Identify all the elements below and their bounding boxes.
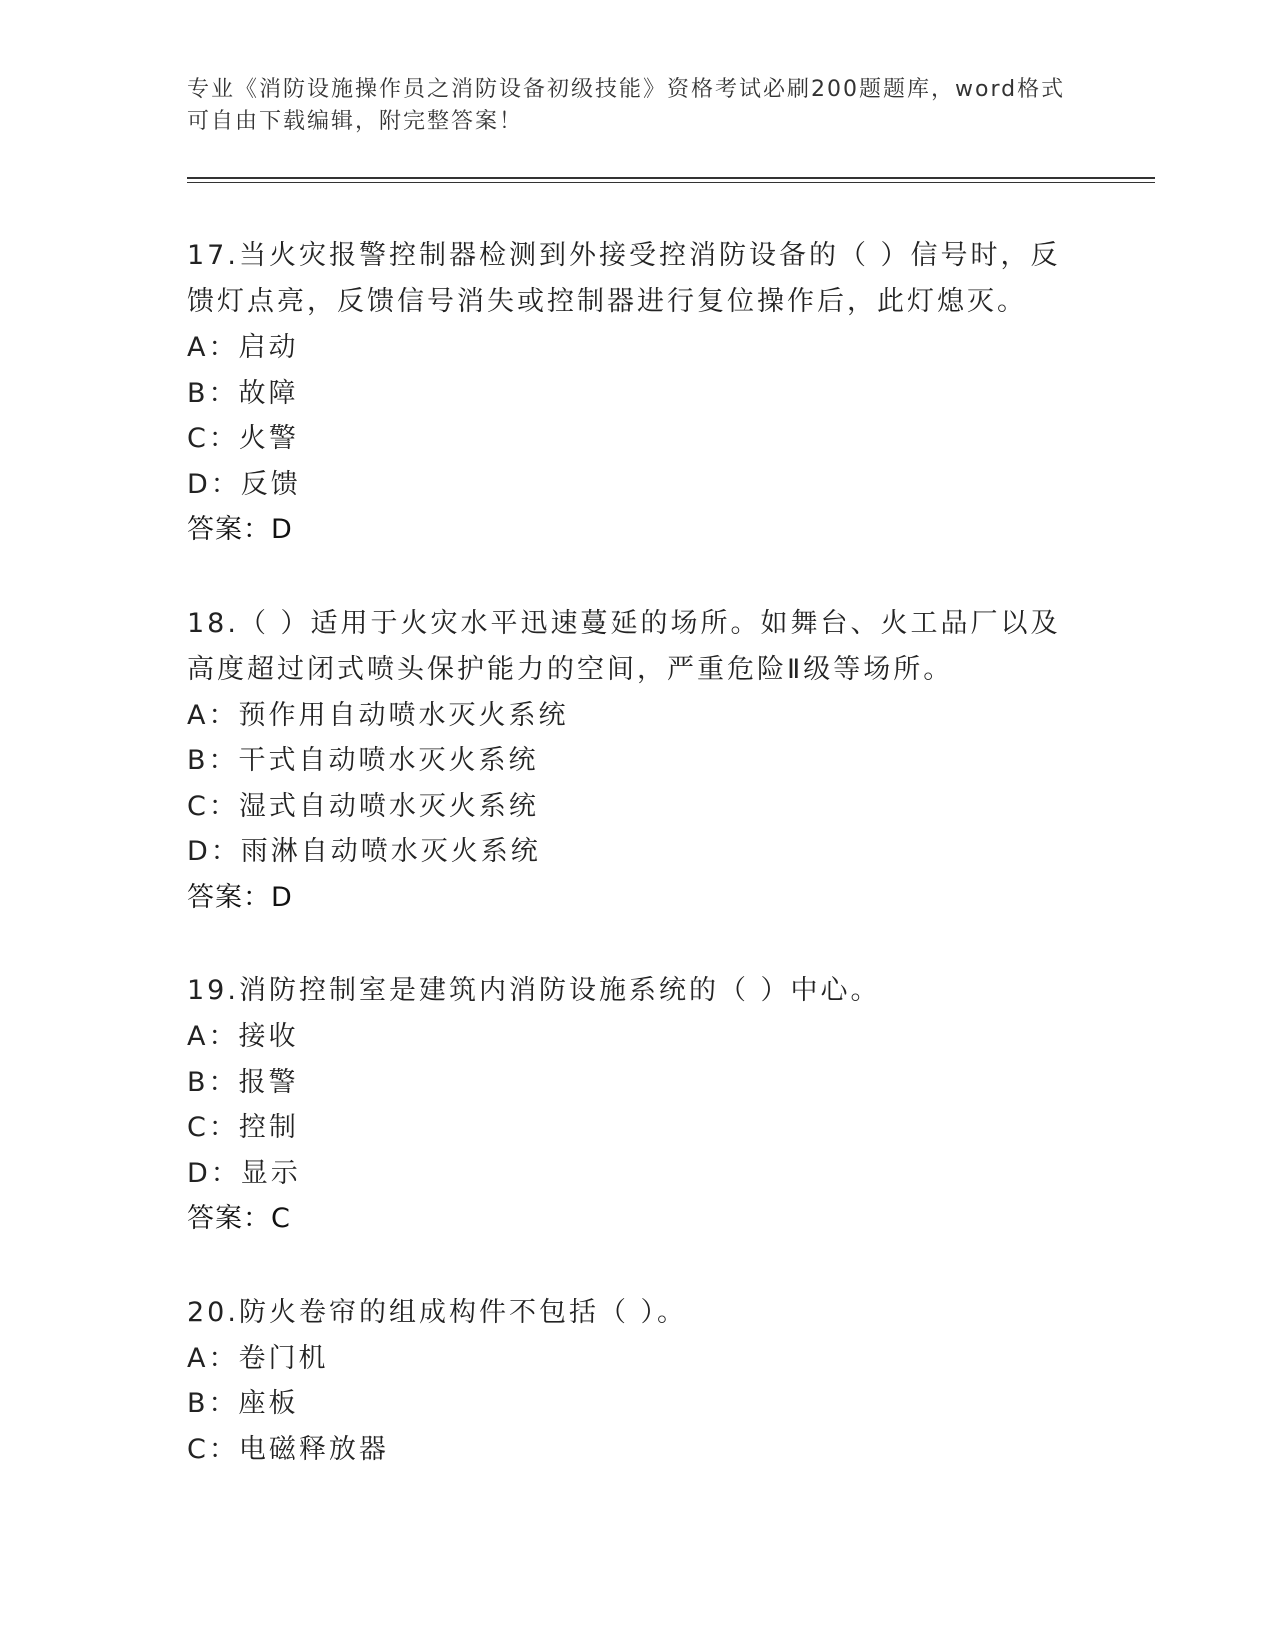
option-c: C：火警 xyxy=(187,423,299,454)
header-divider-thin xyxy=(187,182,1155,183)
question-list xyxy=(187,233,1087,1520)
question-19 xyxy=(187,968,1087,1242)
option-d: D：雨淋自动喷水灭火系统 xyxy=(187,836,541,867)
option-b: B：干式自动喷水灭火系统 xyxy=(187,745,539,776)
question-17 xyxy=(187,233,1087,553)
question-stem: 17.当火灾报警控制器检测到外接受控消防设备的（ ）信号时，反馈灯点亮，反馈信号消失或控制器进行复位操作后，此灯熄灭。 xyxy=(187,240,1061,317)
answer: 答案：D xyxy=(187,881,293,913)
option-c: C：电磁释放器 xyxy=(187,1433,389,1465)
question-18 xyxy=(187,601,1087,921)
question-stem: 20.防火卷帘的组成构件不包括（ ）。 xyxy=(187,1296,688,1328)
header-divider-thick xyxy=(187,177,1155,179)
option-a: A：接收 xyxy=(187,1021,299,1052)
option-b: B：报警 xyxy=(187,1066,299,1098)
option-a: A：预作用自动喷水灭火系统 xyxy=(187,699,569,731)
answer: 答案：C xyxy=(187,1203,291,1234)
document-header: 专业《消防设施操作员之消防设备初级技能》资格考试必刷200题题库，word格式可自由下载编辑，附完整答案！ xyxy=(187,77,1066,134)
option-b: B：座板 xyxy=(187,1388,299,1419)
option-d: D：反馈 xyxy=(187,468,301,500)
question-stem: 19.消防控制室是建筑内消防设施系统的（ ）中心。 xyxy=(187,975,881,1006)
option-a: A：卷门机 xyxy=(187,1342,329,1374)
option-c: C：湿式自动喷水灭火系统 xyxy=(187,790,539,822)
answer: 答案：D xyxy=(187,514,293,545)
option-d: D：显示 xyxy=(187,1157,301,1189)
question-stem: 18.（ ）适用于火灾水平迅速蔓延的场所。如舞台、火工品厂以及高度超过闭式喷头保护能力的空间，严重危险Ⅱ级等场所。 xyxy=(187,607,1061,685)
question-20 xyxy=(187,1290,1087,1473)
option-b: B：故障 xyxy=(187,377,299,409)
option-a: A：启动 xyxy=(187,332,299,363)
option-c: C：控制 xyxy=(187,1112,299,1143)
